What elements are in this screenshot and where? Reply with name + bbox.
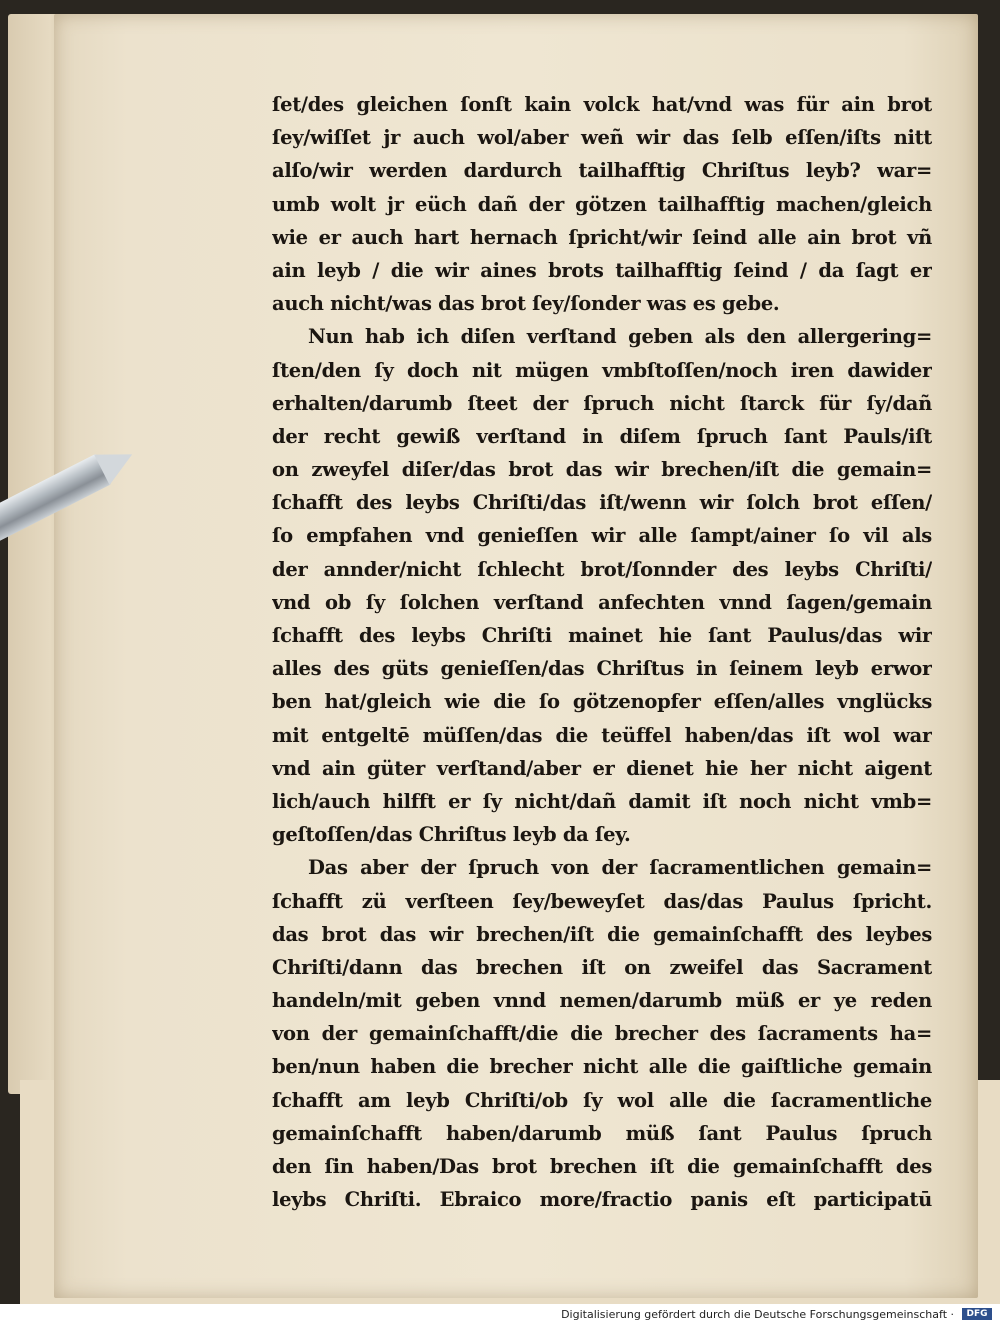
text-line: ſet/des gleichen ſonſt kain volck hat/vnd was für ain brot bbox=[272, 93, 932, 116]
text-line: erhalten/darumb ſteet der ſpruch nicht ſtarck für ſy/dañ bbox=[272, 391, 932, 415]
dfg-logo: DFG bbox=[962, 1308, 992, 1320]
text-line: Chriſti/dann das brechen iſt on zweifel das Sacrament bbox=[272, 955, 932, 979]
text-line: den ſin haben/Das brot brechen iſt die gemainſchafft des bbox=[272, 1155, 932, 1178]
page-text-block bbox=[272, 88, 932, 1216]
text-line: ſchafft des leybs Chriſti mainet hie ſant Paulus/das wir bbox=[272, 624, 932, 647]
text-line: alſo/wir werden dardurch tailhafftig Chriſtus leyb? war= bbox=[272, 159, 932, 183]
text-line: das brot das wir brechen/iſt die gemainſchafft des leybes bbox=[272, 922, 932, 946]
text-line: on zweyfel diſer/das brot das wir brechen/iſt die gemain= bbox=[272, 458, 932, 482]
text-line: ſchafft des leybs Chriſti/das iſt/wenn wir ſolch brot eſſen/ bbox=[272, 491, 932, 515]
text-line: ſey/wiſſet jr auch wol/aber weñ wir das ſelb eſſen/iſts nitt bbox=[272, 126, 932, 150]
text-line: mit entgeltē müſſen/das die teüffel haben/das iſt wol war bbox=[272, 723, 932, 747]
text-line: ſchafft zü verſteen ſey/beweyſet das/das Paulus ſpricht. bbox=[272, 889, 932, 913]
text-line: lich/auch hilfft er ſy nicht/dañ damit iſt noch nicht vmb= bbox=[272, 789, 932, 813]
text-line: von der gemainſchafft/die die brecher des ſacraments ha= bbox=[272, 1022, 932, 1046]
text-line: umb wolt jr eüch dañ der götzen tailhafftig machen/gleich bbox=[272, 192, 932, 216]
text-line: ain leyb / die wir aines brots tailhafftig ſeind / da ſagt er bbox=[272, 258, 932, 282]
text-line: Das aber der ſpruch von der ſacramentlichen gemain= bbox=[308, 856, 932, 880]
text-line: gemainſchafft haben/darumb müß ſant Paulus ſpruch bbox=[272, 1121, 932, 1145]
text-line: Nun hab ich diſen verſtand geben als den allergering= bbox=[308, 325, 932, 349]
text-line: ben hat/gleich wie die ſo götzenopfer eſſen/alles vnglücks bbox=[272, 690, 932, 714]
text-line: vnd ob ſy ſolchen verſtand anfechten vnnd ſagen/gemain bbox=[272, 590, 932, 614]
text-line: der annder/nicht ſchlecht brot/ſonnder des leybs Chriſti/ bbox=[272, 557, 932, 581]
text-line: ſten/den ſy doch nit mügen vmbſtoſſen/noch iren dawider bbox=[272, 358, 932, 382]
text-line: geſtoſſen/das Chriſtus leyb da ſey. bbox=[272, 823, 631, 847]
footer-bar bbox=[0, 1304, 1000, 1324]
text-line: handeln/mit geben vnnd nemen/darumb müß er ye reden bbox=[272, 989, 932, 1013]
text-line: der recht gewiß verſtand in diſem ſpruch ſant Pauls/iſt bbox=[272, 424, 932, 448]
text-line: leybs Chriſti. Ebraico more/fractio panis eſt participatū bbox=[272, 1188, 932, 1212]
text-line: auch nicht/was das brot ſey/ſonder was es gebe. bbox=[272, 292, 780, 316]
text-line: alles des güts genieſſen/das Chriſtus in ſeinem leyb erwor bbox=[272, 657, 932, 681]
text-line: ſchafft am leyb Chriſti/ob ſy wol alle die ſacramentliche bbox=[272, 1088, 932, 1112]
text-line: ſo empfahen vnd genieſſen wir alle ſampt/ainer ſo vil als bbox=[272, 524, 932, 548]
footer-credit: Digitalisierung gefördert durch die Deutsche Forschungsgemeinschaft · bbox=[561, 1308, 954, 1321]
text-line: wie er auch hart hernach ſpricht/wir ſeind alle ain brot vñ bbox=[272, 225, 932, 249]
text-line: vnd ain güter verſtand/aber er dienet hie her nicht aigent bbox=[272, 756, 932, 780]
text-line: ben/nun haben die brecher nicht alle die gaiſtliche gemain bbox=[272, 1055, 932, 1079]
